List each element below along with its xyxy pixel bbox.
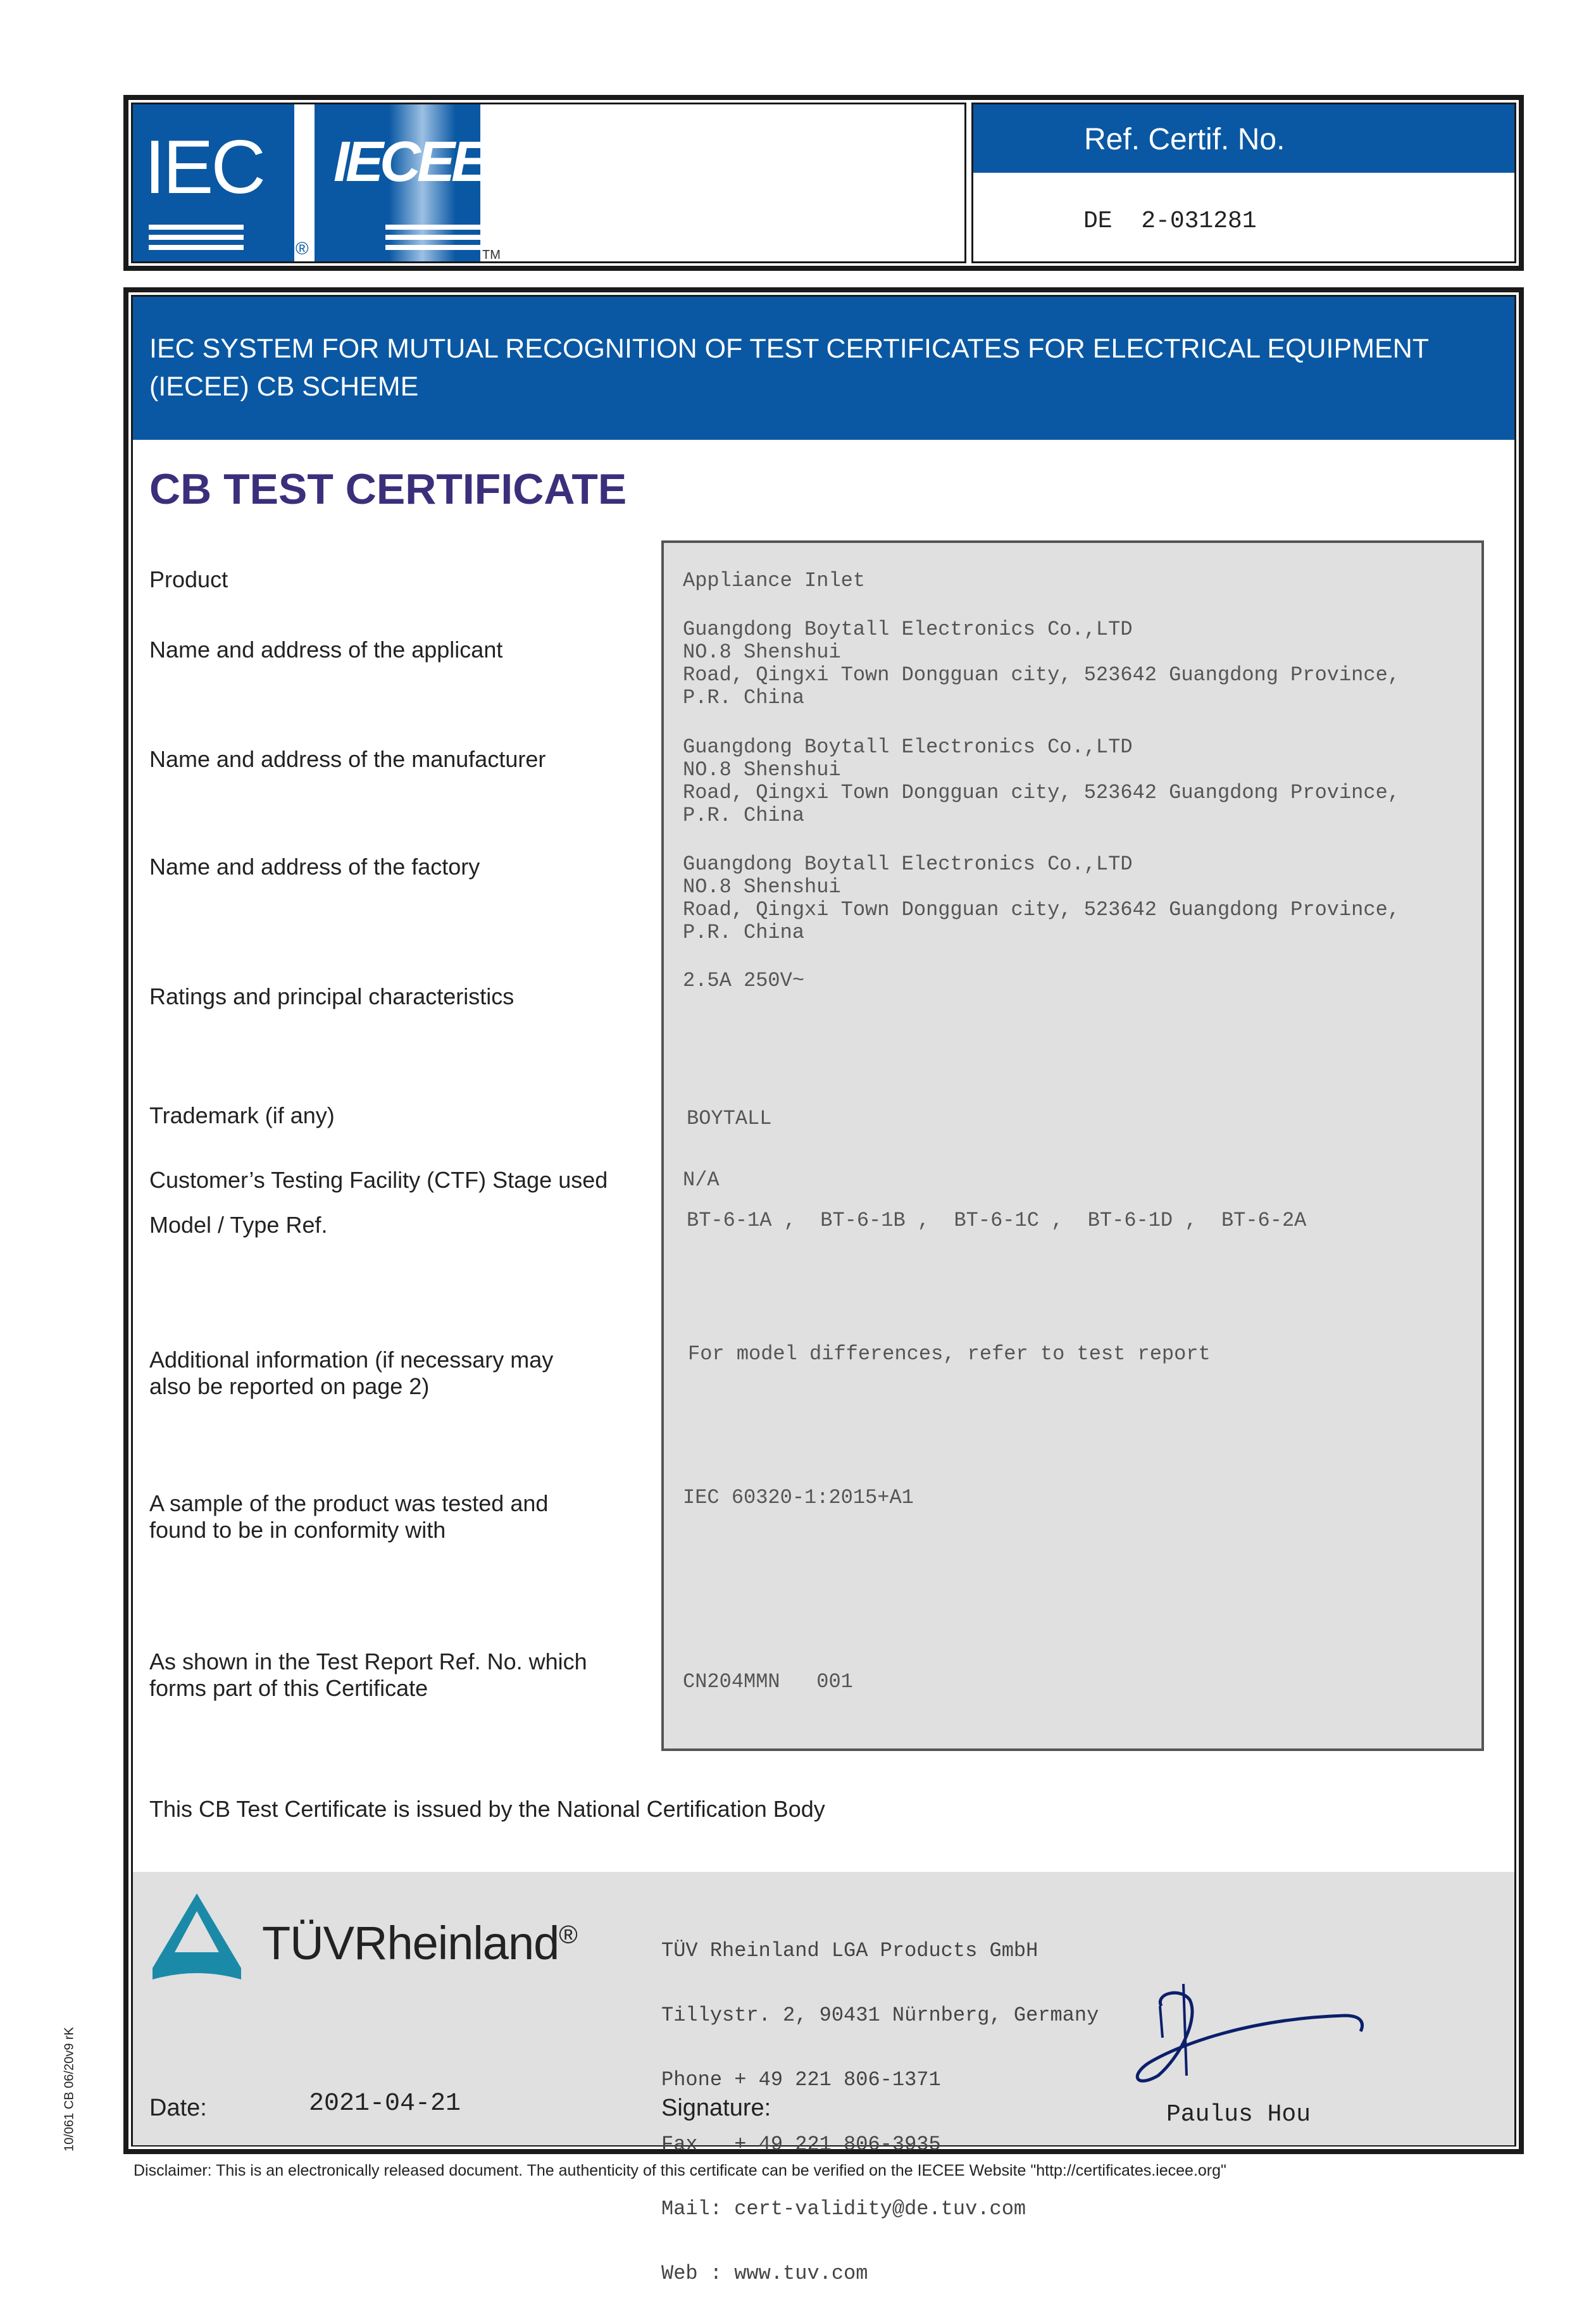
field-value-manufacturer: Guangdong Boytall Electronics Co.,LTD NO.8 Shenshui Road, Qingxi Town Dongguan city, 523642 Guangdong Province, P.R. China [683, 735, 1400, 827]
signatory-name: Paulus Hou [1166, 2101, 1311, 2128]
values-panel [661, 540, 1484, 1751]
field-label-ratings: Ratings and principal characteristics [149, 983, 514, 1009]
form-code: 10/061 CB 06/20v9 rK [62, 2027, 77, 2152]
registered-mark-icon: ® [294, 104, 315, 261]
iecee-logo: IECEE [315, 104, 480, 261]
date-label: Date: [149, 2095, 207, 2121]
field-value-additional: For model differences, refer to test report [688, 1342, 1211, 1366]
issued-by-text: This CB Test Certificate is issued by the National Certification Body [149, 1796, 825, 1822]
field-value-ratings: 2.5A 250V~ [683, 969, 805, 992]
ref-label: Ref. Certif. No. [1084, 123, 1285, 156]
field-label-factory: Name and address of the factory [149, 854, 480, 880]
field-value-report: CN204MMN 001 [683, 1670, 853, 1693]
field-value-factory: Guangdong Boytall Electronics Co.,LTD NO.8 Shenshui Road, Qingxi Town Dongguan city, 523642 Guangdong Province, P.R. China [683, 852, 1400, 944]
tuv-logo-text: TÜVRheinland® [262, 1917, 578, 1969]
field-label-report: As shown in the Test Report Ref. No. which forms part of this Certificate [149, 1648, 587, 1701]
disclaimer: Disclaimer: This is an electronically released document. The authenticity of this certificate can be verified on the IECEE Website "http://certificates.iecee.org" [134, 2162, 1226, 2179]
ncb-address: TÜV Rheinland LGA Products GmbH Tillystr. 2, 90431 Nürnberg, Germany Phone + 49 221 806-1371 Fax + 49 221 806-3935 Mail: cert-validity@de.tuv.com Web : www.tuv.com [661, 1939, 1099, 2285]
field-label-trademark: Trademark (if any) [149, 1102, 335, 1128]
field-value-model: BT-6-1A , BT-6-1B , BT-6-1C , BT-6-1D , BT-6-2A [687, 1209, 1307, 1232]
field-label-ctf: Customer’s Testing Facility (CTF) Stage used [149, 1167, 608, 1193]
field-label-additional: Additional information (if necessary may also be reported on page 2) [149, 1347, 554, 1399]
handwritten-signature [1123, 1981, 1376, 2088]
field-label-applicant: Name and address of the applicant [149, 637, 503, 663]
field-label-model: Model / Type Ref. [149, 1212, 328, 1238]
ref-number: DE 2-031281 [1083, 208, 1257, 235]
trademark-icon: TM [482, 248, 501, 262]
tuv-triangle-logo-icon [149, 1892, 244, 1981]
iec-logo: IEC [133, 104, 294, 261]
field-label-product: Product [149, 566, 228, 592]
date-value: 2021-04-21 [309, 2090, 461, 2118]
field-value-applicant: Guangdong Boytall Electronics Co.,LTD NO.8 Shenshui Road, Qingxi Town Dongguan city, 523642 Guangdong Province, P.R. China [683, 618, 1400, 709]
page-title: CB TEST CERTIFICATE [149, 465, 627, 513]
field-label-standard: A sample of the product was tested and found to be in conformity with [149, 1490, 549, 1543]
field-value-ctf: N/A [683, 1168, 720, 1192]
signature-label: Signature: [661, 2095, 771, 2121]
field-value-standard: IEC 60320-1:2015+A1 [683, 1486, 914, 1509]
scheme-banner: IEC SYSTEM FOR MUTUAL RECOGNITION OF TEST CERTIFICATES FOR ELECTRICAL EQUIPMENT (IECEE) CB SCHEME [133, 297, 1514, 440]
ref-label-band [973, 104, 1514, 173]
field-value-trademark: BOYTALL [687, 1107, 772, 1130]
field-label-manufacturer: Name and address of the manufacturer [149, 746, 546, 772]
field-value-product: Appliance Inlet [683, 569, 866, 592]
